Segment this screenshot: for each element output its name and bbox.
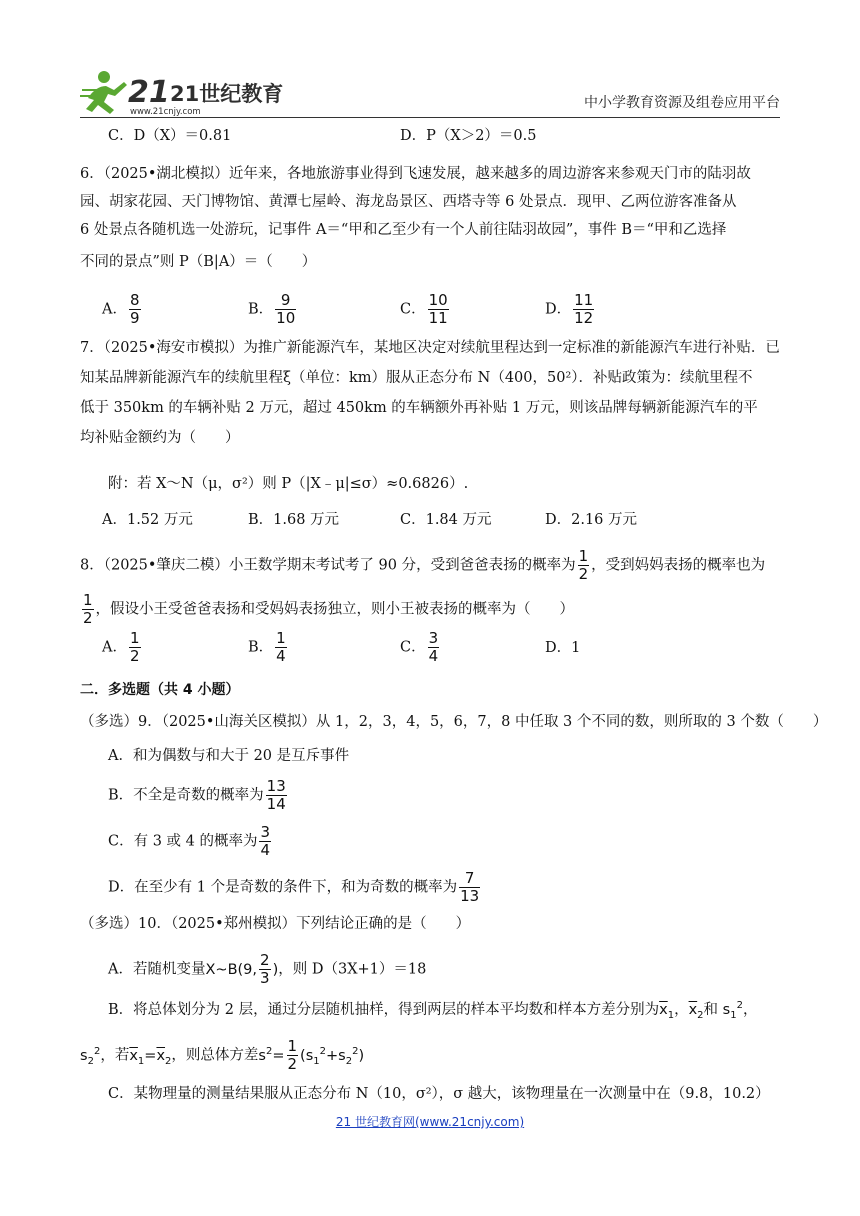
q7-option-a: A．1.52 万元 (102, 512, 193, 528)
q7-note: 附：若 X～N（μ，σ²）则 P（|X﹣μ|≤σ）≈0.6826）. (108, 476, 469, 492)
q8-line-2: $\frac{1}{2}$ ，假设小王受爸爸表扬和受妈妈表扬独立，则小王被表扬的概率为（ ） (83, 591, 575, 627)
q6-option-c: C． $\frac{10}{11}$ (400, 291, 448, 327)
q9-option-b: B．不全是奇数的概率为 $\frac{13}{14}$ (108, 777, 286, 813)
q5-option-d: D．P（X＞2）＝0.5 (400, 128, 537, 144)
q8-line-1: 8．（2025•肇庆二模）小王数学期末考试考了 90 分，受到爸爸表扬的概率为 $\frac{1}{2}$ ，受到妈妈表扬的概率也为 (80, 547, 766, 583)
q9-option-c: C．有 3 或 4 的概率为 $\frac{3}{4}$ (108, 823, 271, 859)
q7-line-4: 均补贴金额约为（ ） (80, 430, 240, 446)
page-header (80, 62, 780, 118)
q8-option-a: A． $\frac{1}{2}$ (102, 629, 140, 665)
site-logo (80, 68, 284, 118)
binomial-expression: X~B(9, $\frac{2}{3}$ ) (205, 951, 279, 987)
q10-option-c: C．某物理量的测量结果服从正态分布 N（10，σ²），σ 越大，该物理量在一次测量中在（9.8，10.2） (108, 1086, 770, 1102)
q9-option-a: A．和为偶数与和大于 20 是互斥事件 (108, 748, 350, 764)
q6-line-4: 不同的景点”则 P（B|A）＝（ ） (80, 254, 317, 270)
runner-logo-icon (80, 68, 284, 118)
page-footer (0, 1113, 860, 1130)
q7-option-d: D．2.16 万元 (545, 512, 638, 528)
q6-line-1: 6．（2025•湖北模拟）近年来，各地旅游事业得到飞速发展，越来越多的周边游客来参观天门市的陆羽故 (80, 166, 751, 182)
svg-text:21: 21 (128, 75, 170, 110)
q8-option-b: B． $\frac{1}{4}$ (248, 629, 286, 665)
q5-option-c: C．D（X）＝0.81 (108, 128, 232, 144)
q10-option-b-line-2: $s_2^2$，若$\overline{x}_1=\overline{x}_2$，则总体方差$s^2=$ $\frac{1}{2}$ $(s_1^2+s_2^2)$ (80, 1037, 365, 1073)
q6-option-b: B． $\frac{9}{10}$ (248, 291, 296, 327)
q8-option-d: D．1 (545, 640, 581, 656)
q7-line-3: 低于 350km 的车辆补贴 2 万元，超过 450km 的车辆额外再补贴 1 万元，则该品牌每辆新能源汽车的平 (80, 400, 758, 416)
q6-line-3: 6 处景点各随机选一处游玩，记事件 A＝“甲和乙至少有一个人前往陆羽故园”，事件 B＝“甲和乙选择 (80, 222, 727, 238)
q7-option-b: B．1.68 万元 (248, 512, 340, 528)
footer-link[interactable]: 21 世纪教育网(www.21cnjy.com) (335, 1115, 525, 1129)
q7-line-2: 知某品牌新能源汽车的续航里程ξ（单位：km）服从正态分布 N（400，50²）．补贴政策为：续航里程不 (80, 370, 753, 386)
q6-option-a: A． $\frac{8}{9}$ (102, 291, 140, 327)
platform-name: 中小学教育资源及组卷应用平台 (584, 95, 780, 111)
q8-option-c: C． $\frac{3}{4}$ (400, 629, 439, 665)
q7-option-c: C．1.84 万元 (400, 512, 492, 528)
header-divider (80, 117, 780, 118)
section-multi-choice-title: 二．多选题（共 4 小题） (80, 682, 240, 698)
q6-option-d: D． $\frac{11}{12}$ (545, 291, 594, 327)
q7-line-1: 7．（2025•海安市模拟）为推广新能源汽车，某地区决定对续航里程达到一定标准的新能源汽车进行补贴．已 (80, 340, 780, 356)
q9-option-d: D．在至少有 1 个是奇数的条件下，和为奇数的概率为 $\frac{7}{13}$ (108, 869, 480, 905)
q10-option-a: A．若随机变量X~B(9, $\frac{2}{3}$ )，则 D（3X+1）＝18 (108, 951, 427, 987)
q6-line-2: 园、胡家花园、天门博物馆、黄潭七屋岭、海龙岛景区、西塔寺等 6 处景点．现甲、乙两位游客准备从 (80, 194, 737, 210)
svg-text:21世纪教育: 21世纪教育 (170, 82, 284, 106)
q10-stem: （多选）10．（2025•郑州模拟）下列结论正确的是（ ） (80, 916, 471, 932)
q9-stem: （多选）9．（2025•山海关区模拟）从 1，2，3，4，5，6，7，8 中任取 3 个不同的数，则所取的 3 个数（ ） (80, 714, 828, 730)
variance-formula: $s^2=$ $\frac{1}{2}$ $(s_1^2+s_2^2)$ (258, 1037, 365, 1073)
q10-option-b-line-1: B．将总体划分为 2 层，通过分层随机抽样，得到两层的样本平均数和样本方差分别为$\overline{x}_1$，$\overline{x}_2$和 $s_1^2$， (108, 1000, 758, 1021)
sample-means-expression: $\overline{x}_1$，$\overline{x}_2$和 $s_1^2$， (659, 1000, 758, 1021)
svg-text:www.21cnjy.com: www.21cnjy.com (130, 107, 201, 117)
